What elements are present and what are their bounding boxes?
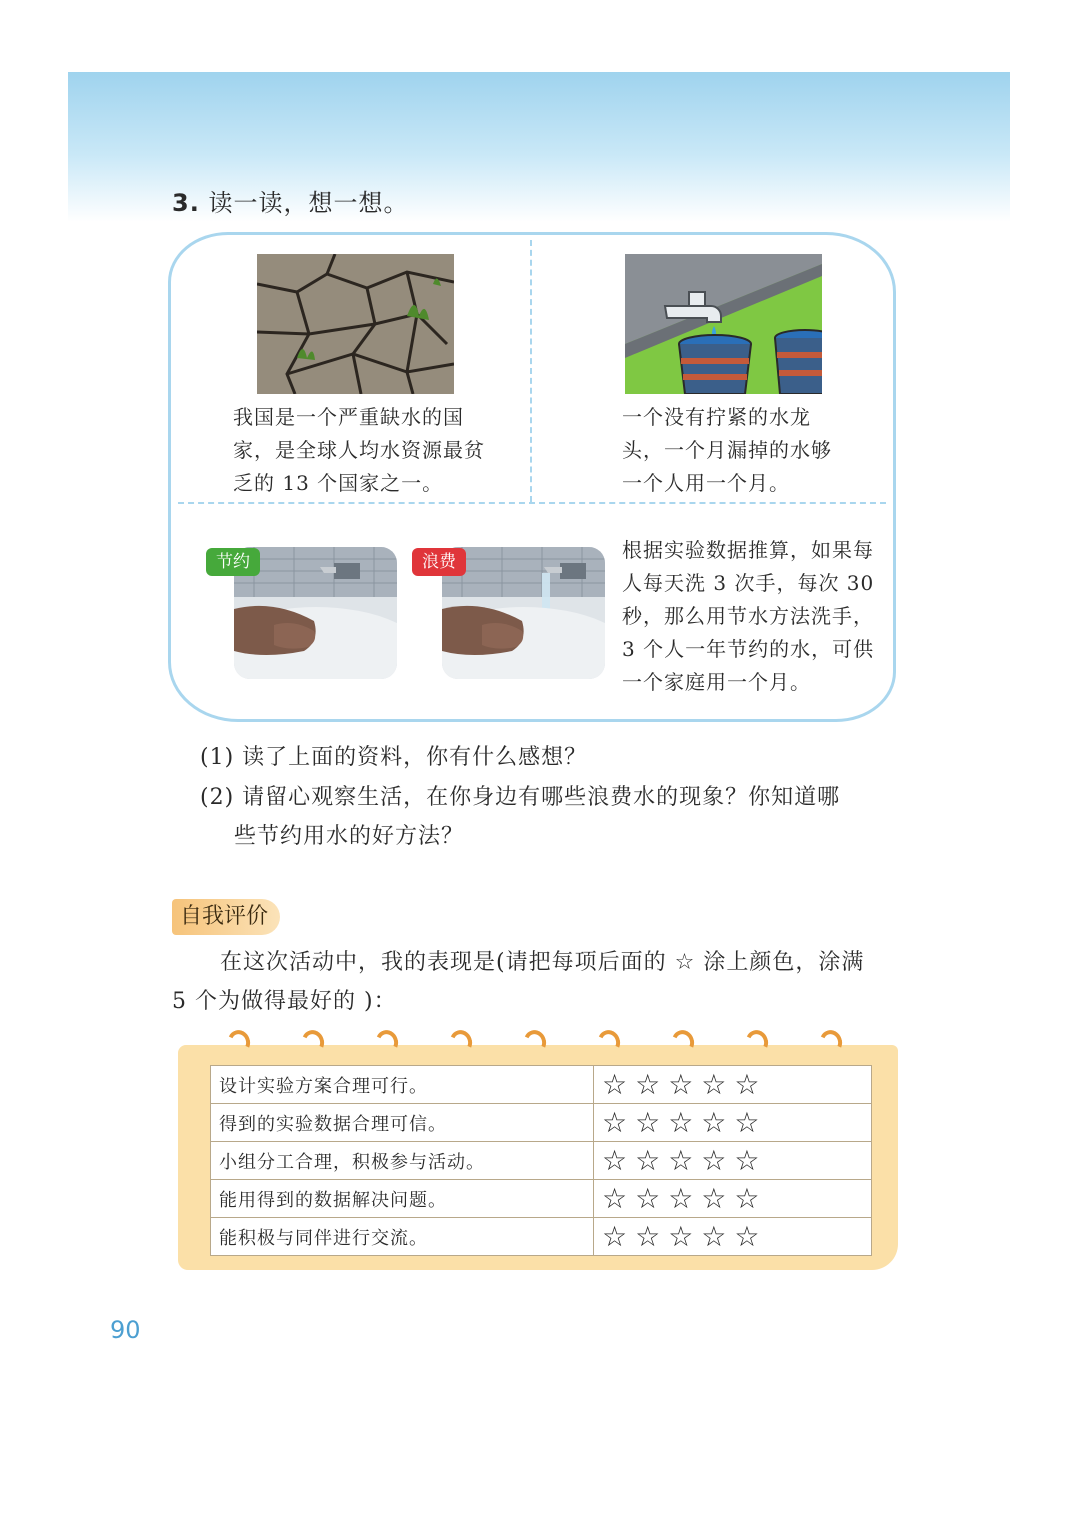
evaluation-instructions — [220, 944, 864, 982]
section-title-text: 读一读，想一想。 — [208, 189, 409, 217]
leaking-faucet-illustration — [625, 254, 822, 394]
drought-caption: 我国是一个严重缺水的国家，是全球人均水资源最贫乏的 13 个国家之一。 — [233, 405, 485, 495]
star-rating[interactable]: ☆☆☆☆☆ — [602, 1181, 768, 1215]
rating-stars[interactable] — [594, 1104, 872, 1142]
question-2: (2) 请留心观察生活，在你身边有哪些浪费水的现象？你知道哪 — [200, 785, 841, 810]
section-number: 3. — [172, 189, 200, 217]
table-row — [211, 1142, 872, 1180]
criterion-cell: 小组分工合理，积极参与活动。 — [211, 1142, 594, 1180]
tag-save: 节约 — [206, 548, 260, 576]
criterion-cell: 能用得到的数据解决问题。 — [211, 1180, 594, 1218]
criterion-cell: 得到的实验数据合理可信。 — [211, 1104, 594, 1142]
star-rating[interactable]: ☆☆☆☆☆ — [602, 1219, 768, 1253]
rating-stars[interactable] — [594, 1142, 872, 1180]
frame-divider-horizontal — [178, 502, 886, 504]
self-evaluation-badge: 自我评价 — [172, 899, 280, 935]
page-number: 90 — [110, 1316, 141, 1344]
star-rating[interactable]: ☆☆☆☆☆ — [602, 1067, 768, 1101]
ring-icon — [595, 1027, 624, 1057]
evaluation-instructions-part2: 涂上颜色，涂满 — [703, 950, 865, 975]
ring-icon — [669, 1027, 698, 1057]
ring-icon — [447, 1027, 476, 1057]
drought-cracked-earth-image — [257, 254, 454, 394]
question-1: (1) 读了上面的资料，你有什么感想？ — [200, 745, 588, 770]
handwash-wasting-photo — [442, 547, 605, 679]
ring-icon — [299, 1027, 328, 1057]
ring-icon — [521, 1027, 550, 1057]
table-row — [211, 1218, 872, 1256]
notepad-rings — [178, 1030, 898, 1060]
star-outline-icon: ☆ — [674, 950, 696, 975]
ring-icon — [373, 1027, 402, 1057]
star-rating[interactable]: ☆☆☆☆☆ — [602, 1143, 768, 1177]
criterion-cell: 能积极与同伴进行交流。 — [211, 1218, 594, 1256]
tag-waste: 浪费 — [412, 548, 466, 576]
criterion-cell: 设计实验方案合理可行。 — [211, 1066, 594, 1104]
table-row — [211, 1104, 872, 1142]
rating-stars[interactable] — [594, 1180, 872, 1218]
faucet-caption: 一个没有拧紧的水龙头，一个月漏掉的水够一个人用一个月。 — [622, 405, 832, 495]
evaluation-instructions-part1: 在这次活动中，我的表现是(请把每项后面的 — [220, 950, 667, 975]
ring-icon — [743, 1027, 772, 1057]
evaluation-instructions-line2: 5 个为做得最好的 )： — [172, 989, 397, 1014]
section-title — [172, 183, 408, 218]
rating-stars[interactable] — [594, 1066, 872, 1104]
star-rating[interactable]: ☆☆☆☆☆ — [602, 1105, 768, 1139]
table-row — [211, 1180, 872, 1218]
ring-icon — [225, 1027, 254, 1057]
question-2-continued: 些节约用水的好方法？ — [234, 824, 465, 849]
ring-icon — [817, 1027, 846, 1057]
rating-stars[interactable] — [594, 1218, 872, 1256]
frame-divider-vertical — [530, 240, 532, 502]
self-evaluation-table — [210, 1065, 872, 1256]
handwash-caption: 根据实验数据推算，如果每人每天洗 3 次手，每次 30 秒，那么用节水方法洗手，3 个人一年节约的水，可供一个家庭用一个月。 — [622, 538, 875, 694]
table-row — [211, 1066, 872, 1104]
